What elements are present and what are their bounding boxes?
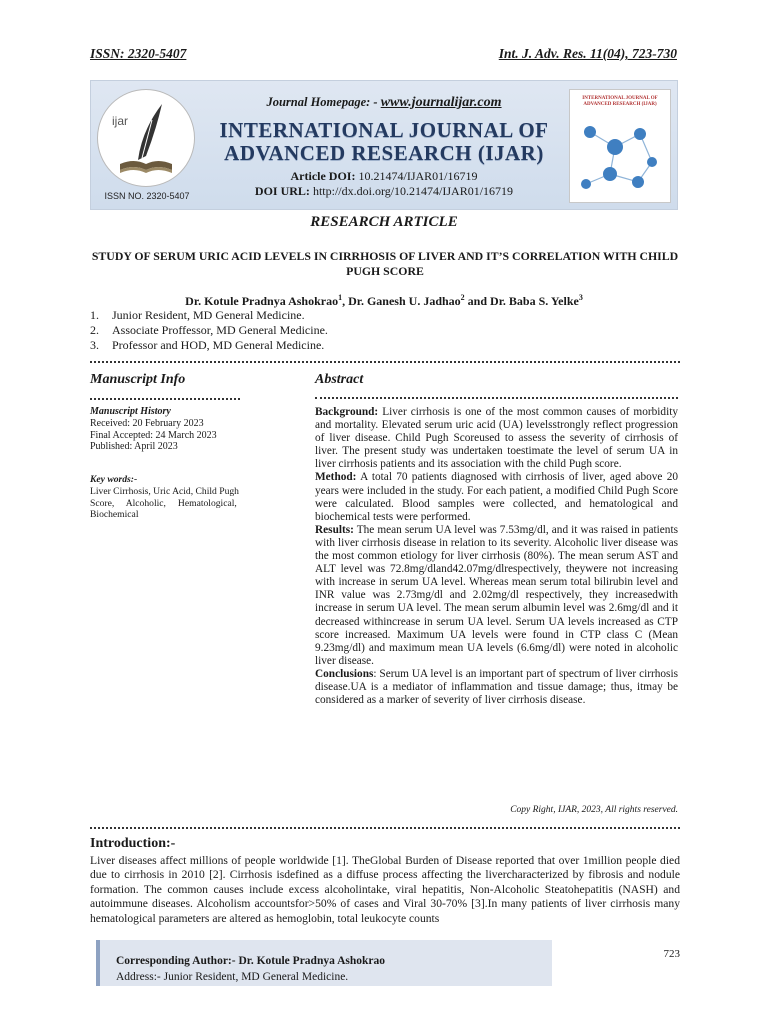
journal-cover-image (569, 89, 671, 203)
author-3-affil: 3 (578, 293, 583, 302)
affil-text: Professor and HOD, MD General Medicine. (112, 338, 325, 352)
cover-title: INTERNATIONAL JOURNAL OF ADVANCED RESEARCH (IJAR) (582, 96, 658, 107)
corresponding-address: Address:- Junior Resident, MD General Medicine. (116, 971, 349, 983)
doi-url-link[interactable]: http://dx.doi.org/10.21474/IJAR01/16719 (312, 184, 514, 198)
logo-text: ijar (112, 114, 129, 128)
published-date: Published: April 2023 (90, 441, 178, 453)
paper-title: STUDY OF SERUM URIC ACID LEVELS IN CIRRHOSIS OF LIVER AND IT’S CORRELATION WITH CHILD PUGH SCORE (91, 249, 679, 278)
affil-text: Junior Resident, MD General Medicine. (112, 308, 305, 322)
author-2-affil: 2 (460, 293, 465, 302)
received-date: Received: 20 February 2023 (90, 417, 204, 429)
keywords-line: Liver Cirrhosis, Uric Acid, Child Pugh (90, 485, 239, 497)
method-text: A total 70 patients diagnosed with cirrhosis of liver, aged above 20 years were included in the study. For each patient, a modified Child Pugh Score were calculated. Blood samples were collected, and hematological and biochemical tests were performed. (315, 471, 678, 523)
affil-text: Associate Proffessor, MD General Medicine. (112, 323, 328, 337)
history-heading: Manuscript History (90, 406, 171, 417)
results-text: The mean serum UA level was 7.53mg/dl, and it was raised in patients with liver cirrhosis disease in relation to its severity. Alcoholic liver disease was the most common etiology for liver cirrhosis (80%). The mean serum AST and ALT level was 72.8mg/dland42.07mg/dlrespectively, theywere not increasing with increase in serum UA level. Whereas mean serum total bilirubin level and INR value was 2.73mg/dl and 2.02mg/dl respectively, they increasedwith increase in serum UA level. The mean serum albumin level was 2.6mg/dl and it decreased withincrease in serum UA level. Serum UA levels increased as CTP score increased. Maximum UA levels were found in CTP class C (Mean 9.23mg/dl) and maximum mean UA levels (6.6mg/dl) were noted in alcoholic liver disease. (315, 523, 678, 667)
keywords (90, 474, 258, 521)
abstract-background (315, 406, 678, 471)
keywords-line: Score, Alcoholic, Hematological, (90, 497, 237, 509)
author-1-affil: 1 (338, 293, 343, 302)
divider (90, 361, 680, 365)
introduction-heading: Introduction:- (90, 836, 176, 851)
accepted-date: Final Accepted: 24 March 2023 (90, 429, 217, 441)
divider (90, 827, 680, 831)
affiliation-1 (90, 308, 305, 322)
abstract-results (315, 524, 678, 668)
journal-banner (90, 80, 678, 210)
molecule-icon (570, 112, 670, 202)
results-label: Results: (315, 523, 354, 536)
conclusions-text: : Serum UA level is an important part of spectrum of liver cirrhosis disease.UA is a mediator of inflammation and tissue damage; thus, itmay be considered as a marker of severity of liver cirrhosis disease. (315, 667, 678, 707)
journal-title-line1: INTERNATIONAL JOURNAL OF (219, 118, 549, 142)
issn-header: ISSN: 2320-5407 (90, 46, 187, 61)
doi-label: Article DOI: (290, 169, 356, 183)
journal-title-line2: ADVANCED RESEARCH (IJAR) (224, 141, 544, 165)
doi-value: 10.21474/IJAR01/16719 (358, 169, 478, 183)
abstract-method (315, 471, 678, 523)
doi-url-label: DOI URL: (254, 184, 310, 198)
affil-num: 3. (90, 338, 99, 352)
article-type: RESEARCH ARTICLE (310, 214, 458, 230)
background-label: Background: (315, 406, 379, 418)
keywords-heading: Key words:- (90, 474, 138, 485)
abstract-body (315, 406, 678, 707)
author-3: Dr. Baba S. Yelke (490, 294, 579, 308)
introduction-text: Liver diseases affect millions of people worldwide [1]. TheGlobal Burden of Disease reported that over 1million people died due to cirrhosis in 2010 [2]. Cirrhosis isdefined as a diffuse process affecting the livercharacterized by fibrosis and nodule formation. The common causes include excess alcoholintake, viral hepatitis, Non-Alcoholic Steatohepatitis (NASH) and autoimmune diseases. Alcoholism accountsfor>50% of cases and Viral 30-70% [3].In many patients of liver cirrhosis many hematological parameters are altered as hemoglobin, total leukocyte counts (90, 854, 680, 925)
divider (315, 397, 678, 401)
abstract-heading: Abstract (315, 372, 364, 387)
author-list (0, 293, 768, 309)
issn-small: ISSN NO. 2320-5407 (104, 191, 190, 201)
author-1: Dr. Kotule Pradnya Ashokrao (185, 294, 339, 308)
corresponding-author-box (96, 940, 552, 986)
homepage-label: Journal Homepage: - (266, 95, 378, 109)
conclusions-label: Conclusions (315, 667, 374, 680)
affiliation-3 (90, 338, 324, 352)
author-sep: and (464, 294, 491, 308)
page-number: 723 (663, 948, 680, 960)
homepage-link[interactable]: www.journalijar.com (380, 95, 502, 110)
corresponding-author: Corresponding Author:- Dr. Kotule Pradnya Ashokrao (116, 955, 386, 967)
method-label: Method: (315, 471, 357, 484)
affiliation-2 (90, 323, 328, 337)
divider (90, 398, 240, 402)
manuscript-history (90, 406, 258, 453)
abstract-conclusions (315, 668, 678, 707)
citation-header: Int. J. Adv. Res. 11(04), 723-730 (498, 46, 677, 61)
manuscript-info-heading: Manuscript Info (90, 372, 186, 387)
affil-num: 1. (90, 308, 99, 322)
background-text: Liver cirrhosis is one of the most common causes of morbidity and mortality. Elevated serum uric acid (UA) levelsstrongly reflect progression of liver disease. Child Pugh Scoreused to assess the severity of cirrhosis of liver. The present study was undertaken toestimate the level of serum UA in liver cirrhosis patients and its association with the child Pugh score. (315, 406, 678, 471)
author-2: Dr. Ganesh U. Jadhao (348, 294, 461, 308)
author-sep: , (342, 294, 349, 308)
keywords-line: Biochemical (90, 509, 139, 521)
affil-num: 2. (90, 323, 99, 337)
copyright-notice: Copy Right, IJAR, 2023, All rights reserved. (510, 805, 678, 815)
